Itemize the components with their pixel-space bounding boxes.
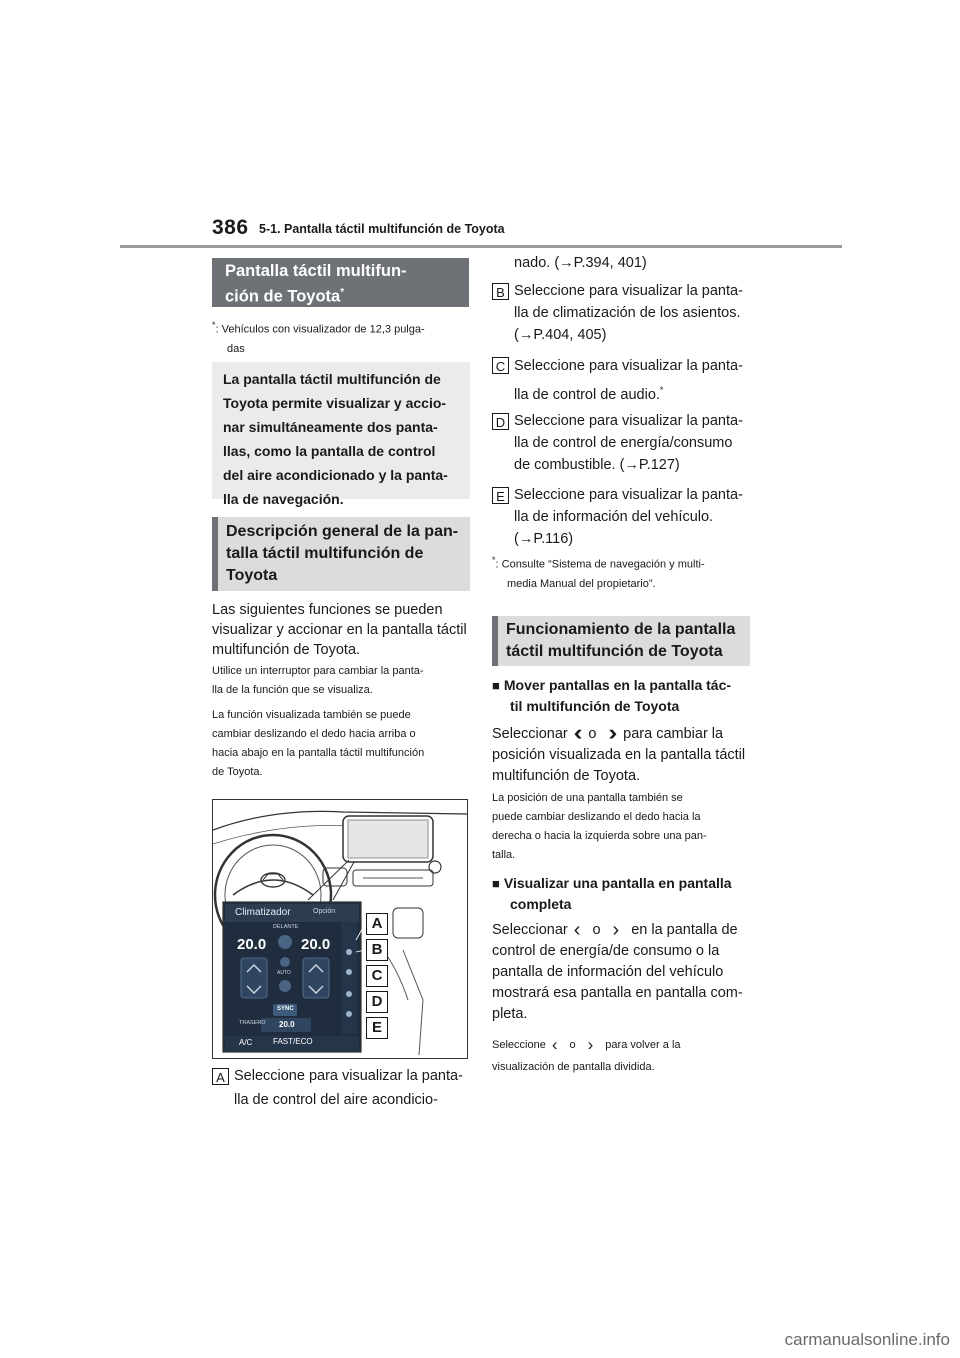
watermark: carmanualsonline.info [784,1330,950,1349]
item-e-text: Seleccione para visualizar la panta- lla de información del vehículo. (→P.116) [514,487,743,547]
fullscreen-paragraph: Seleccionar ‹ o › en la pantalla de control de energía/de consumo o la pantalla de información del vehículo mostrará esa pantalla en pantalla com- pleta. [492,919,743,1022]
move-screens-paragraph: Seleccionar ‹‹ o ›› para cambiar la posición visualizada en la pantalla táctil multifunción de Toyota. [492,720,746,784]
figure-letter-d: D [366,991,388,1013]
header-rule [120,245,842,248]
figure-letter-c: C [366,965,388,987]
sync-label: SYNC [277,1006,294,1012]
main-title-mark: * [340,287,345,298]
figure-letter-e: E [366,1017,388,1039]
ac-label: A/C [239,1038,253,1047]
item-a-text: Seleccione para visualizar la panta- lla de control del aire acondicio- [234,1068,463,1108]
main-title-line2: ción de Toyota [225,287,341,306]
item-letter-e: E [492,487,509,504]
chevron-left-icon: ‹ [573,919,581,941]
footnote-display-size: *: Vehículos con visualizador de 12,3 pulga- das [212,320,425,355]
chevron-left-small-icon: ‹ [551,1035,558,1054]
dashboard-illustration [212,799,468,1059]
temp-right: 20.0 [301,936,331,953]
item-letter-d: D [492,413,509,430]
overview-header: Descripción general de la pan- talla táctil multifunción de Toyota [212,517,470,591]
switch-note: Utilice un interruptor para cambiar la panta- lla de la función que se visualiza. [212,665,424,696]
rear-label: TRASERO [239,1020,266,1026]
rear-temp: 20.0 [279,1020,295,1029]
page-number: 386 [212,216,249,239]
figure-letter-a: A [366,913,388,935]
item-a-continued: nado. (→P.394, 401) [514,255,647,271]
split-screen-note: Seleccione ‹ o › para volver a la visualización de pantalla dividida. [492,1035,681,1073]
chevron-double-right-icon: ›› [608,720,612,745]
subheading-move-screens: ■ Mover pantallas en la pantalla tác- til multifunción de Toyota [492,677,732,714]
section-title: 5-1. Pantalla táctil multifunción de Toyota [259,222,505,236]
intro-box: La pantalla táctil multifunción de Toyota permite visualizar y accio- nar simultáneamente dos panta- llas, como la pantalla de control del aire acondicionado y la panta- lla de navegación. [212,362,470,499]
screen-option: Opción [313,908,336,915]
fast-eco-label: FAST/ECO [273,1037,313,1046]
chevron-double-left-icon: ‹‹ [573,720,577,745]
temp-left: 20.0 [237,936,267,953]
main-title-line1: Pantalla táctil multifun- [225,262,407,280]
item-letter-c: C [492,357,509,374]
main-title-box [212,258,469,307]
chevron-right-icon: › [612,919,620,941]
screen-title: Climatizador [235,907,291,918]
item-letter-a: A [212,1068,229,1085]
footnote-navigation: *: Consulte “Sistema de navegación y multi- media Manual del propietario”. [492,555,705,590]
swipe-note: La función visualizada también se puede cambiar deslizando el dedo hacia arriba o hacia abajo en la pantalla táctil multifunción de Toyota. [212,709,425,778]
figure-letter-b: B [366,939,388,961]
item-b-text: Seleccione para visualizar la panta- lla de climatización de los asientos. (→P.404, 405) [514,283,743,343]
item-letter-b: B [492,283,509,300]
item-d-text: Seleccione para visualizar la panta- lla de control de energía/consumo de combustible. (→P.127) [514,413,743,473]
overview-paragraph: Las siguientes funciones se pueden visualizar y accionar en la pantalla táctil multifunción de Toyota. [212,602,467,658]
chevron-right-small-icon: › [587,1035,594,1054]
subheading-fullscreen: ■ Visualizar una pantalla en pantalla completa [492,875,732,912]
item-c-text: Seleccione para visualizar la panta- lla de control de audio.* [514,358,743,403]
swipe-screens-note: La posición de una pantalla también se puede cambiar deslizando el dedo hacia la derecha o hacia la izquierda sobre una pan- talla. [492,792,707,861]
front-label: DELANTE [273,924,299,930]
auto-label: AUTO [277,970,291,976]
operation-header: Funcionamiento de la pantalla táctil multifunción de Toyota [492,616,750,666]
